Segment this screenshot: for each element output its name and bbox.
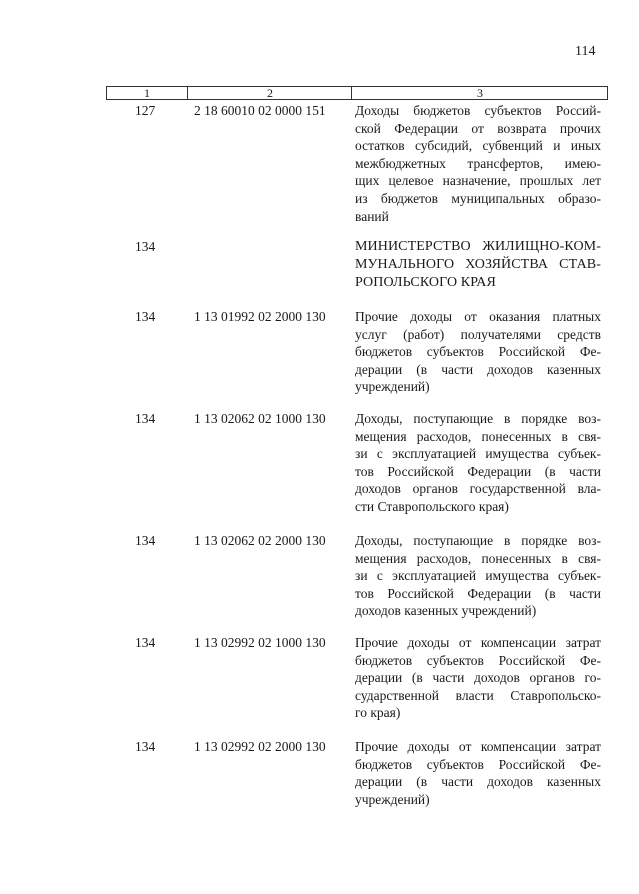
description-line: бюджетов субъектов Российской Фе- — [355, 344, 601, 360]
description-line: мещения расходов, понесенных в свя- — [355, 428, 601, 444]
description-line: дерации (в части доходов казенных — [355, 774, 601, 790]
table-header — [106, 86, 608, 100]
description-line: межбюджетных трансфертов, имею- — [355, 155, 601, 171]
page-number: 114 — [575, 44, 596, 59]
description-line: сударственной власти Ставропольско- — [355, 687, 601, 703]
description-line: сти Ставропольского края) — [355, 498, 509, 514]
description-line: зи с эксплуатацией имущества субъек- — [355, 568, 601, 584]
row-budget-code: 1 13 02062 02 2000 130 — [194, 533, 326, 548]
description-line: бюджетов субъектов Российской Фе- — [355, 756, 601, 772]
description-line: остатков субсидий, субвенций и иных — [355, 138, 601, 154]
row-budget-code: 1 13 02992 02 2000 130 — [194, 739, 326, 754]
table-header-col2: 2 — [187, 87, 352, 99]
row-code: 134 — [135, 239, 156, 254]
description-line: зи с эксплуатацией имущества субъек- — [355, 446, 601, 462]
description-line: доходов органов государственной вла- — [355, 481, 601, 497]
description-line: доходов казенных учреждений) — [355, 603, 537, 619]
row-code: 134 — [135, 309, 156, 324]
description-line: учреждений) — [355, 791, 430, 807]
description-line: МИНИСТЕРСТВО ЖИЛИЩНО-КОМ- — [355, 239, 601, 254]
row-code: 134 — [135, 739, 156, 754]
row-budget-code: 1 13 02062 02 1000 130 — [194, 411, 326, 426]
description-line: щих целевое назначение, прошлых лет — [355, 173, 601, 189]
description-line: учреждений) — [355, 379, 430, 395]
description-line: тов Российской Федерации (в части — [355, 463, 601, 479]
description-line: РОПОЛЬСКОГО КРАЯ — [355, 275, 496, 290]
description-line: дерации (в части доходов казенных — [355, 361, 601, 377]
row-code: 134 — [135, 533, 156, 548]
row-code: 127 — [135, 103, 156, 118]
description-line: Прочие доходы от компенсации затрат — [355, 739, 601, 754]
description-line: бюджетов субъектов Российской Фе- — [355, 652, 601, 668]
row-budget-code: 2 18 60010 02 0000 151 — [194, 103, 326, 118]
row-description — [355, 738, 601, 808]
description-line: из бюджетов муниципальных образо- — [355, 190, 601, 206]
row-description — [355, 102, 601, 225]
description-line: услуг (работ) получателями средств — [355, 326, 601, 342]
description-line: го края) — [355, 705, 401, 721]
ministry-heading — [355, 238, 601, 292]
table-header-col1: 1 — [144, 86, 150, 100]
row-description — [355, 634, 601, 722]
description-line: мещения расходов, понесенных в свя- — [355, 550, 601, 566]
row-code: 134 — [135, 411, 156, 426]
row-code: 134 — [135, 635, 156, 650]
row-budget-code: 1 13 01992 02 2000 130 — [194, 309, 326, 324]
description-line: дерации (в части доходов органов го- — [355, 670, 601, 686]
description-line: Доходы бюджетов субъектов Россий- — [355, 103, 601, 118]
description-line: ваний — [355, 208, 389, 224]
description-line: Прочие доходы от оказания платных — [355, 309, 601, 324]
description-line: Прочие доходы от компенсации затрат — [355, 635, 601, 650]
description-line: ской Федерации от возврата прочих — [355, 120, 601, 136]
row-description — [355, 410, 601, 516]
description-line: тов Российской Федерации (в части — [355, 585, 601, 601]
description-line: Доходы, поступающие в порядке воз- — [355, 411, 601, 426]
description-line: Доходы, поступающие в порядке воз- — [355, 533, 601, 548]
description-line: МУНАЛЬНОГО ХОЗЯЙСТВА СТАВ- — [355, 257, 601, 272]
table-header-col3: 3 — [351, 87, 608, 99]
row-budget-code: 1 13 02992 02 1000 130 — [194, 635, 326, 650]
row-description — [355, 308, 601, 396]
row-description — [355, 532, 601, 620]
